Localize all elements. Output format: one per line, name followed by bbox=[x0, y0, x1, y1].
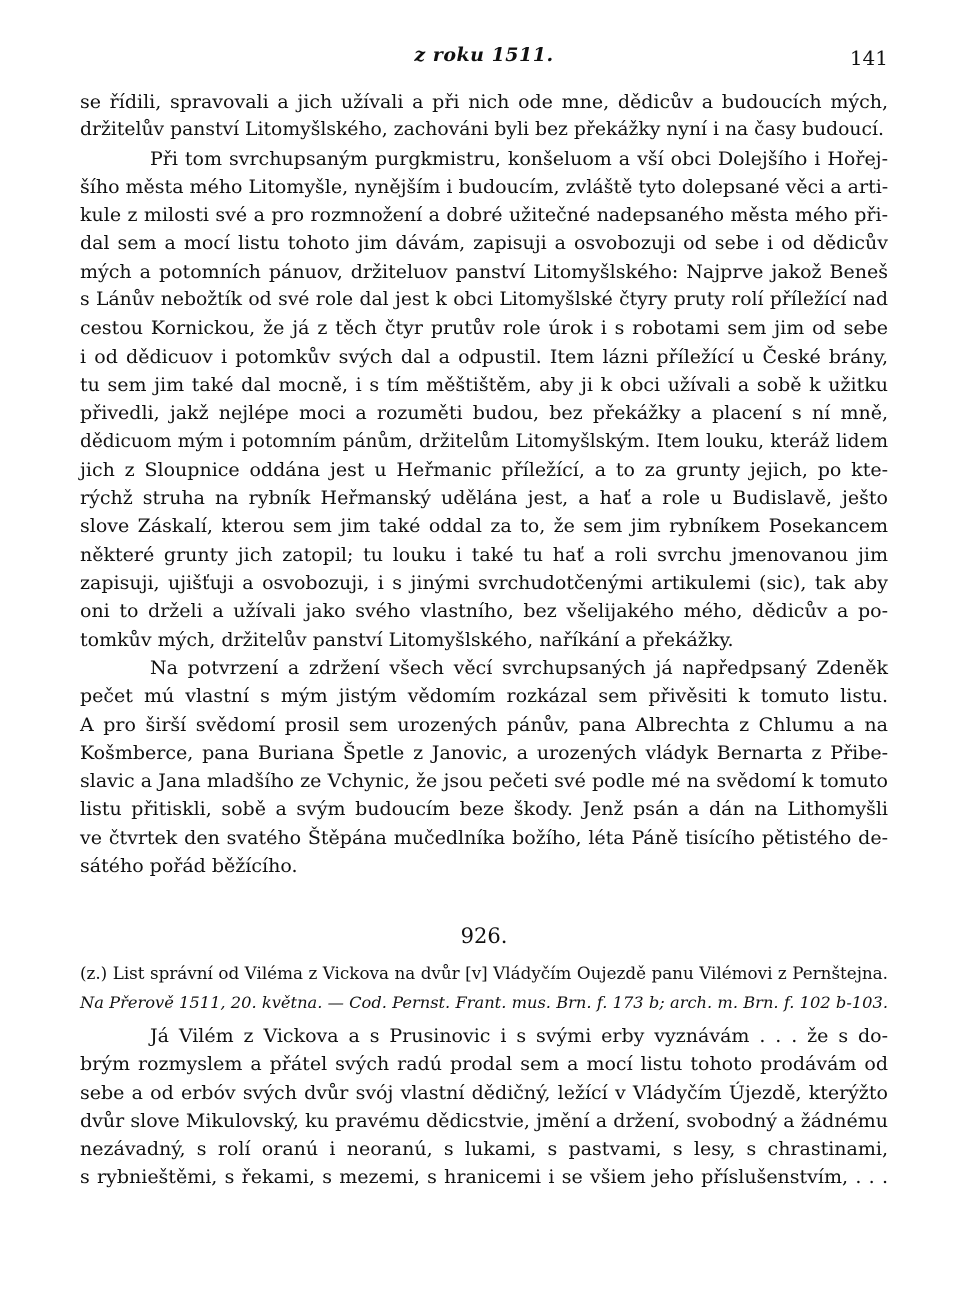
text-line: rýchž struha na rybník Heřmanský udělána jest, a hať a role u Budislavě, ješto bbox=[80, 487, 888, 510]
text-line: dal sem a mocí listu tohoto jim dávám, zapisuji a osvobozuji od sebe i od dědicův bbox=[80, 232, 888, 255]
text-line: s Lánův nebožtík od své role dal jest k obci Litomyšlské čtyry pruty rolí příležící nad bbox=[80, 289, 888, 311]
text-line: sebe a od erbóv svých dvůr svój vlastní dědičný, ležící v Vládyčím Újezdě, kterýžto bbox=[80, 1081, 888, 1104]
document-heading: (z.) List správní od Viléma z Vickova na dvůr [v] Vládyčím Oujezdě panu Vilémovi z Pernštejna. bbox=[80, 963, 888, 983]
text-line: Košmberce, pana Buriana Špetle z Janovic, a urozených vládyk Bernarta z Přibe- bbox=[80, 741, 888, 764]
text-line: držitelův panství Litomyšlského, zachováni byli bez překážky nyní i na časy budoucí. bbox=[80, 119, 884, 141]
text-line: Na potvrzení a zdržení všech věcí svrchupsaných já napředpsaný Zdeněk bbox=[150, 656, 888, 679]
text-line: listu přitiskli, sobě a svým budoucím beze škody. Jenž psán a dán na Lithomyšli bbox=[80, 798, 888, 821]
text-line: brým rozmyslem a přátel svých radú prodal sem a mocí listu tohoto prodávám od bbox=[80, 1053, 888, 1076]
text-line: cestou Kornickou, že já z těch čtyr prutův role úrok i s robotami sem jim od sebe bbox=[80, 317, 888, 340]
text-line: přivedli, jakž nejlépe moci a rozuměti budou, bez překážky a placení s ní mně, bbox=[80, 402, 888, 425]
text-line: s rybnieštěmi, s řekami, s mezemi, s hranicemi i se všiem jeho příslušenstvím, . . . bbox=[80, 1166, 888, 1189]
page-number: 141 bbox=[849, 46, 888, 70]
text-line: ve čtvrtek den svatého Štěpána mučedlníka božího, léta Páně tisícího pětistého de- bbox=[80, 826, 888, 849]
text-line: šího města mého Litomyšle, nynějším i budoucím, zvláště tyto dolepsané věci a arti- bbox=[80, 175, 889, 198]
text-line: A pro širší svědomí prosil sem urozených pánův, pana Albrechta z Chlumu a na bbox=[80, 713, 888, 736]
text-line: pečet mú vlastní s mým jistým vědomím rozkázal sem přivěsiti k tomuto listu. bbox=[80, 685, 888, 708]
page-header bbox=[80, 40, 888, 74]
text-line: se řídili, spravovali a jich užívali a při nich ode mne, dědicův a budoucích mých, bbox=[80, 91, 888, 113]
text-line: tu sem jim také dal mocně, i s tím měštištěm, aby ji k obci užívali a sobě k užitku bbox=[80, 373, 888, 396]
text-line: některé grunty jich zatopil; tu louku i také tu hať a roli svrchu jmenovanou jim bbox=[80, 543, 888, 566]
document-number: 926. bbox=[460, 924, 508, 948]
text-line: slove Záskalí, kterou sem jim také oddal za to, že sem jim rybníkem Posekancem bbox=[80, 515, 888, 538]
body-text-top bbox=[80, 88, 888, 880]
text-line: Při tom svrchupsaným purgkmistru, konšeluom a vší obci Dolejšího i Hořej- bbox=[150, 147, 888, 170]
text-line: mých a potomních pánuov, držiteluov panství Litomyšlského: Najprve jakož Beneš bbox=[80, 260, 888, 283]
text-line: Já Vilém z Vickova a s Prusinovic i s svými erby vyznávám . . . že s do- bbox=[150, 1025, 888, 1047]
text-line: dědicuom mým i potomním pánům, držitelům Litomyšlským. Item louku, kteráž lidem bbox=[80, 430, 888, 452]
text-line: sátého pořád běžícího. bbox=[80, 855, 298, 878]
text-line: tomkův mých, držitelův panství Litomyšlského, naříkání a překážky. bbox=[80, 628, 734, 651]
body-text-bottom bbox=[80, 1022, 888, 1192]
text-line: oni to drželi a užívali jako svého vlastního, bez všelijakého mého, dědicův a po- bbox=[80, 600, 888, 623]
text-line: i od dědicuov i potomkův svých dal a odpustil. Item lázni příležící u České brány, bbox=[80, 345, 888, 368]
document-source: Na Přerově 1511, 20. května. — Cod. Pernst. Frant. mus. Brn. f. 173 b; arch. m. Brn. f. 102 b-103. bbox=[80, 993, 888, 1012]
text-line: slavic a Jana mladšího ze Vchynic, že jsou pečeti své podle mé na svědomí k tomuto bbox=[80, 770, 888, 793]
running-title: z roku 1511. bbox=[414, 44, 554, 66]
text-line: kule z milosti své a pro rozmnožení a dobré užitečné nadepsaného města mého při- bbox=[80, 204, 888, 227]
text-line: zapisuji, ujišťuji a osvobozuji, i s jinými svrchudotčenými artikulemi (sic), tak aby bbox=[80, 572, 888, 595]
text-line: jich z Sloupnice oddána jest u Heřmanic příležící, a to za grunty jejich, po kte- bbox=[80, 458, 888, 481]
text-line: nezávadný, s rolí oranú i neoranú, s lukami, s pastvami, s lesy, s chrastinami, bbox=[80, 1138, 888, 1161]
text-line: dvůr slove Mikulovský, ku pravému dědicstvie, jmění a držení, svobodný a žádnému bbox=[80, 1109, 888, 1132]
